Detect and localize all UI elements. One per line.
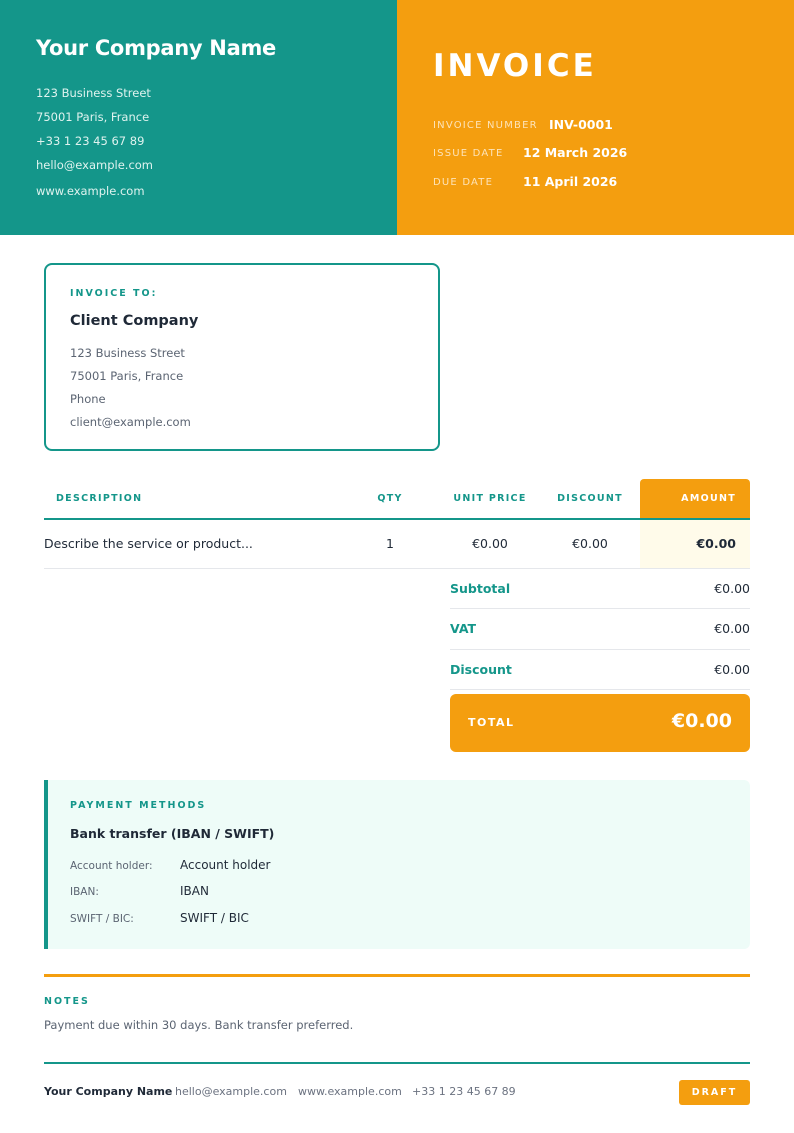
col-header-amount: AMOUNT: [681, 493, 736, 504]
row-description[interactable]: Describe the service or product...: [44, 536, 253, 551]
discount-value: €0.00: [714, 662, 750, 677]
footer-email[interactable]: hello@example.com: [175, 1085, 287, 1098]
company-email[interactable]: hello@example.com: [36, 158, 154, 172]
client-address-line1: 123 Business Street: [70, 346, 185, 360]
client-address-line2: 75001 Paris, France: [70, 369, 184, 383]
invoice-to-label: INVOICE TO:: [70, 288, 158, 299]
company-address-line2: 75001 Paris, France: [36, 110, 150, 124]
notes-text: Payment due within 30 days. Bank transfer preferred.: [44, 1018, 354, 1032]
col-header-qty: QTY: [377, 493, 403, 504]
table-row-rule: [44, 568, 750, 569]
vat-rule: [450, 649, 750, 650]
iban-value: IBAN: [180, 884, 209, 898]
notes-rule: [44, 974, 750, 977]
invoice-title: INVOICE: [433, 48, 597, 84]
client-email[interactable]: client@example.com: [70, 415, 191, 429]
issue-date-value: 12 March 2026: [523, 145, 628, 160]
due-date-value: 11 April 2026: [523, 174, 618, 189]
footer-website[interactable]: www.example.com: [298, 1085, 402, 1098]
draft-badge: DRAFT: [679, 1080, 750, 1105]
col-header-unit-price: UNIT PRICE: [453, 493, 527, 504]
discount-label: Discount: [450, 662, 512, 677]
notes-label: NOTES: [44, 996, 90, 1007]
footer-company-name: Your Company Name: [44, 1085, 173, 1098]
vat-value: €0.00: [714, 621, 750, 636]
payment-methods-label: PAYMENT METHODS: [70, 800, 207, 811]
footer-rule: [44, 1062, 750, 1064]
invoice-number-value: INV-0001: [549, 117, 613, 132]
account-holder-value: Account holder: [180, 858, 271, 872]
discount-rule: [450, 689, 750, 690]
due-date-label: DUE DATE: [433, 177, 494, 188]
footer-phone: +33 1 23 45 67 89: [412, 1085, 516, 1098]
row-amount: €0.00: [696, 536, 736, 551]
company-phone: +33 1 23 45 67 89: [36, 134, 145, 148]
iban-label: IBAN:: [70, 886, 99, 898]
invoice-number-label: INVOICE NUMBER: [433, 120, 538, 131]
row-qty[interactable]: 1: [386, 536, 394, 551]
subtotal-rule: [450, 608, 750, 609]
vat-label: VAT: [450, 621, 477, 636]
account-holder-label: Account holder:: [70, 860, 153, 872]
payment-method-title: Bank transfer (IBAN / SWIFT): [70, 826, 275, 841]
client-name: Client Company: [70, 313, 199, 329]
col-header-discount: DISCOUNT: [557, 493, 623, 504]
row-unit-price[interactable]: €0.00: [472, 536, 508, 551]
total-value: €0.00: [671, 710, 732, 732]
company-name: Your Company Name: [36, 36, 276, 60]
issue-date-label: ISSUE DATE: [433, 148, 504, 159]
client-phone: Phone: [70, 392, 106, 406]
company-address-line1: 123 Business Street: [36, 86, 151, 100]
swift-label: SWIFT / BIC:: [70, 913, 134, 925]
row-discount[interactable]: €0.00: [572, 536, 608, 551]
swift-value: SWIFT / BIC: [180, 911, 249, 925]
col-header-description: DESCRIPTION: [56, 493, 143, 504]
subtotal-label: Subtotal: [450, 581, 511, 596]
total-label: TOTAL: [468, 716, 515, 729]
subtotal-value: €0.00: [714, 581, 750, 596]
company-website[interactable]: www.example.com: [36, 184, 145, 198]
